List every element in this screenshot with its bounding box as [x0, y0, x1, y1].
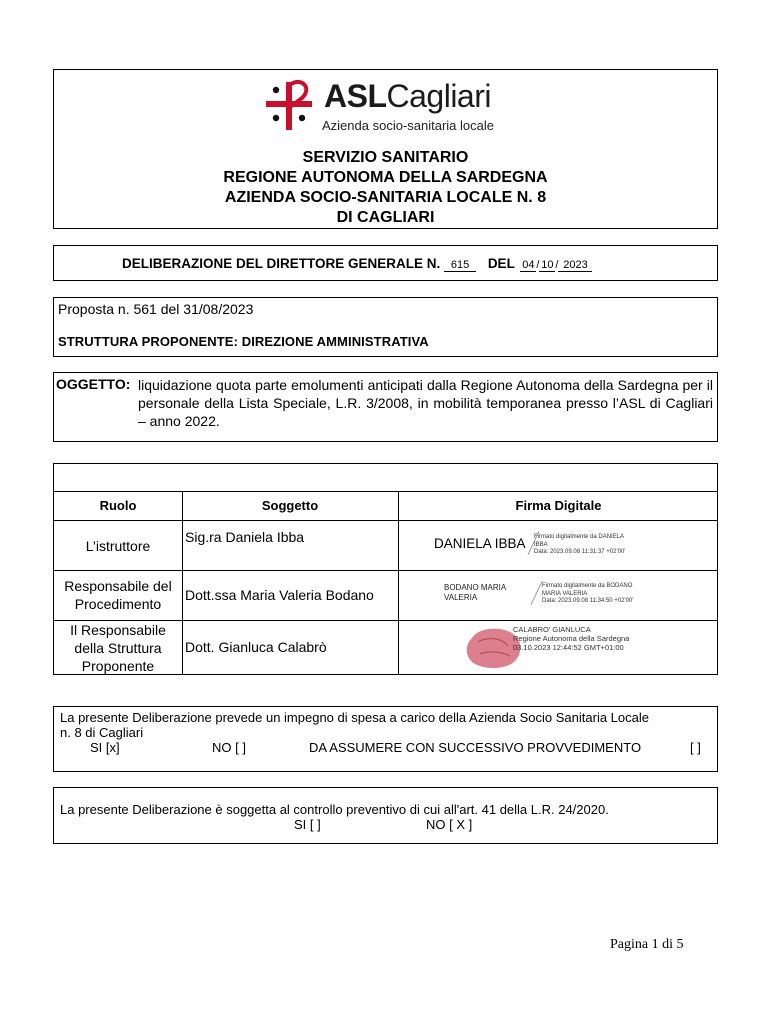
- signature-detail: Firmato digitalmente da BODANO: [542, 583, 633, 589]
- row-3-ruolo: [54, 621, 182, 675]
- row-1-firma-details: [534, 534, 644, 557]
- impegno-no: NO [ ]: [212, 740, 246, 755]
- controllo-line-1: La presente Deliberazione è soggetta al controllo preventivo di cui all'art. 41 della L.R. 24/2020.: [60, 802, 609, 817]
- proposta-box: [53, 297, 718, 357]
- table-top-row: [54, 464, 717, 492]
- signature-detail: Data: 2023.09.08 11:34:50 +02'00': [542, 598, 634, 604]
- ruolo-line: della Struttura: [74, 640, 162, 656]
- logo-tagline: Azienda socio-sanitaria locale: [322, 118, 494, 133]
- header-soggetto: Soggetto: [261, 498, 319, 513]
- signature-detail: Regione Autonoma della Sardegna: [513, 634, 630, 643]
- struttura-proponente: STRUTTURA PROPONENTE: DIREZIONE AMMINISTRATIVA: [58, 334, 429, 349]
- table-divider: [54, 520, 717, 521]
- impegno-box: [53, 706, 718, 772]
- header-line-3: AZIENDA SOCIO-SANITARIA LOCALE N. 8: [224, 189, 547, 206]
- deliberazione-number: 615: [444, 259, 476, 272]
- signature-name: BODANO MARIA: [444, 583, 507, 592]
- deliberazione-del-label: DEL: [487, 256, 515, 271]
- deliberazione-month: 10: [541, 259, 554, 271]
- row-1-ruolo: L’istruttore: [85, 538, 151, 554]
- row-2-firma-details: [542, 583, 652, 606]
- row-3-soggetto: Dott. Gianluca Calabrò: [185, 639, 327, 655]
- signature-detail: MARIA VALERIA: [542, 590, 588, 597]
- header-firma: Firma Digitale: [515, 498, 602, 513]
- header-ruolo: Ruolo: [99, 498, 137, 513]
- logo-brand-light: Cagliari: [386, 78, 491, 114]
- signature-detail: Data: 2023.09.08 11:31:37 +02'00': [534, 549, 626, 555]
- page-number: Pagina 1 di 5: [610, 937, 684, 952]
- signature-name: DANIELA IBBA: [434, 536, 526, 551]
- ruolo-line: Procedimento: [74, 596, 162, 612]
- impegno-line-1: La presente Deliberazione prevede un impegno di spesa a carico della Azienda Socio Sanitaria Locale: [60, 710, 649, 725]
- row-1-soggetto: Sig.ra Daniela Ibba: [185, 529, 305, 545]
- signature-detail: Firmato digitalmente da DANIELA: [534, 534, 625, 540]
- ruolo-line: Responsabile del: [64, 578, 172, 594]
- oggetto-label: OGGETTO:: [56, 376, 131, 392]
- controllo-box: [53, 787, 718, 844]
- asl-cross-icon: [262, 76, 320, 136]
- table-divider: [398, 491, 399, 674]
- deliberazione-year: 2023: [558, 259, 592, 272]
- header-line-2: REGIONE AUTONOMA DELLA SARDEGNA: [223, 169, 548, 186]
- signature-detail: CALABRO' GIANLUCA: [513, 625, 591, 634]
- impegno-line-2: n. 8 di Cagliari: [60, 725, 144, 740]
- table-divider: [182, 491, 183, 674]
- row-3-firma-details: [513, 625, 629, 652]
- deliberazione-day: 04: [522, 259, 535, 271]
- header-box: [53, 69, 718, 229]
- proposta-text: Proposta n. 561 del 31/08/2023: [58, 301, 254, 317]
- ruolo-line: Proponente: [81, 658, 155, 674]
- deliberazione-line: DELIBERAZIONE DEL DIRETTORE GENERALE N. 615 DEL 04 / 10 / 2023: [122, 256, 592, 272]
- deliberazione-box: [53, 245, 718, 281]
- ruolo-line: Il Responsabile: [70, 622, 166, 638]
- row-1-firma: [434, 536, 526, 551]
- deliberazione-label: DELIBERAZIONE DEL DIRETTORE GENERALE N.: [122, 256, 441, 271]
- firme-table: [53, 463, 718, 675]
- logo-brand: [324, 78, 491, 114]
- header-line-1: SERVIZIO SANITARIO: [302, 149, 469, 166]
- row-2-soggetto: Dott.ssa Maria Valeria Bodano: [185, 587, 374, 603]
- impegno-da-assumere: DA ASSUMERE CON SUCCESSIVO PROVVEDIMENTO: [309, 740, 642, 755]
- signature-stroke: [531, 581, 543, 605]
- signature-detail: IBBA: [534, 541, 548, 548]
- signature-detail: 03.10.2023 12:44:52 GMT+01:00: [513, 643, 624, 652]
- impegno-da-assumere-box: [ ]: [690, 740, 701, 755]
- controllo-no: NO [ X ]: [426, 817, 473, 832]
- controllo-si: SI [ ]: [294, 817, 321, 832]
- row-2-ruolo: [54, 577, 182, 613]
- oggetto-box: [53, 372, 718, 442]
- signature-name: VALERIA: [444, 593, 478, 602]
- logo-brand-bold: ASL: [324, 78, 387, 114]
- oggetto-text: liquidazione quota parte emolumenti anticipati dalla Regione Autonoma della Sardegna per il personale della Lista Speciale, L.R. 3/2008, in mobilità temporanea presso l’ASL di Cagliari – anno 2022.: [138, 377, 713, 429]
- asl-cagliari-logo: [262, 76, 522, 136]
- impegno-si: SI [x]: [90, 740, 120, 755]
- table-divider: [54, 570, 717, 571]
- row-2-firma: [444, 583, 506, 603]
- header-line-4: DI CAGLIARI: [336, 209, 435, 226]
